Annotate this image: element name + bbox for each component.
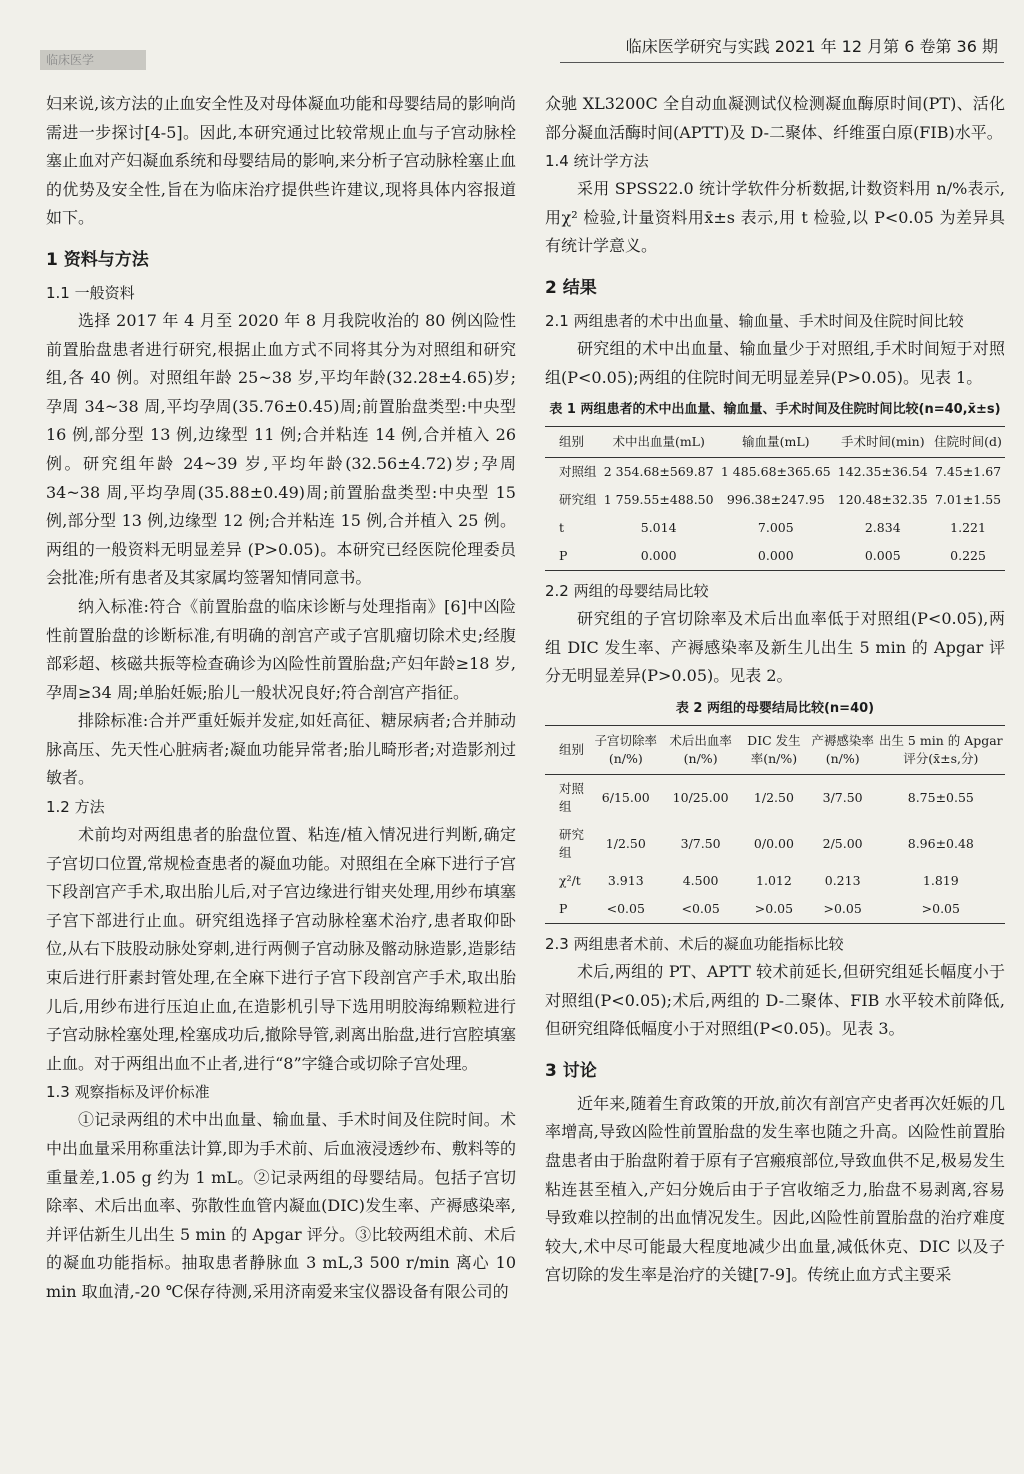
table-cell: 8.96±0.48: [907, 835, 974, 851]
table-cell: <0.05: [590, 895, 663, 924]
table-cell: 0.000: [600, 542, 717, 571]
table-cell: 4.500: [682, 872, 719, 888]
intro-paragraph: 妇来说,该方法的止血安全性及对母体凝血功能和母婴结局的影响尚需进一步探讨[4-5]。因此,本研究通过比较常规止血与子宫动脉栓塞止血对产妇凝血系统和母婴结局的影响,来分析子宫动脉栓塞止血的优势及安全性,旨在为临床治疗提供些许建议,现将具体内容报道如下。: [46, 94, 516, 228]
right-column: [545, 90, 1005, 1290]
general-data-paragraph: 选择 2017 年 4 月至 2020 年 8 月我院收治的 80 例凶险性前置胎盘患者进行研究,根据止血方式不同将其分为对照组和研究组,各 40 例。对照组年龄 25~38 岁,平均年龄(32.28±4.65)岁;孕周 34~38 周,平均孕周(35.76±0.45)周;前置胎盘类型:中央型 16 例,部分型 13 例,边缘型 11 例;合并粘连 14 例,合并植入 26 例。研究组年龄 24~39 岁,平均年龄(32.56±4.72)岁;孕周 34~38 周,平均孕周(35.88±0.49)周;前置胎盘类型:中央型 15 例,部分型 13 例,边缘型 12 例;合并粘连 15 例,合并植入 25 例。两组的一般资料无明显差异 (P>0.05)。本研究已经医院伦理委员会批准;所有患者及其家属均签署知情同意书。: [46, 310, 516, 588]
table-cell: 7.01±1.55: [934, 492, 1002, 508]
table-cell: 10/25.00: [672, 789, 729, 805]
table-cell: 3/7.50: [822, 789, 863, 805]
table-cell: 142.35±36.54: [837, 464, 928, 480]
subsection-heading-observation: 1.3 观察指标及评价标准: [46, 1083, 210, 1102]
table-cell: t: [559, 520, 565, 536]
table1-header-cell: 手术时间(min): [834, 427, 931, 458]
table-cell: 对照组: [559, 464, 597, 480]
table2: [545, 725, 1005, 924]
table-cell: 0.000: [717, 542, 834, 571]
table-row: [545, 774, 1005, 821]
table-cell: 研究组: [559, 492, 597, 508]
section-heading-discussion: 3 讨论: [545, 1060, 597, 1081]
discussion-paragraph: 近年来,随着生育政策的开放,前次有剖宫产史者再次妊娠的几率增高,导致凶险性前置胎盘的发生率也随之升高。凶险性前置胎盘患者由于胎盘附着于原有子宫瘢痕部位,导致血供不足,极易发生粘连甚至植入,产妇分娩后由于子宫收缩乏力,胎盘不易剥离,容易导致难以控制的出血情况发生。因此,凶险性前置胎盘的治疗难度较大,术中尽可能最大程度地减少出血量,减低休克、DIC 以及子宫切除的发生率是治疗的关键[7-9]。传统止血方式主要采: [545, 1093, 1005, 1285]
table-cell: >0.05: [877, 895, 1005, 924]
table-cell: 0/0.00: [753, 835, 794, 851]
table-row: [545, 542, 1005, 571]
table-cell: 0.225: [931, 542, 1005, 571]
table-cell: 2.834: [864, 520, 901, 536]
table-cell: 3/7.50: [680, 835, 721, 851]
results-2-2-paragraph: 研究组的子宫切除率及术后出血率低于对照组(P<0.05),两组 DIC 发生率、产褥感染率及新生儿出生 5 min 的 Apgar 评分无明显差异(P>0.05)。见表 2。: [545, 609, 1005, 686]
table-row: [545, 458, 1005, 487]
table-cell: 8.75±0.55: [907, 789, 974, 805]
table-cell: >0.05: [739, 895, 808, 924]
table2-header-cell: 术后出血率(n/%): [662, 725, 739, 774]
statistics-paragraph: 采用 SPSS22.0 统计学软件分析数据,计数资料用 n/%表示,用χ² 检验,计量资料用x̄±s 表示,用 t 检验,以 P<0.05 为差异具有统计学意义。: [545, 179, 1005, 256]
inclusion-criteria-paragraph: 纳入标准:符合《前置胎盘的临床诊断与处理指南》[6]中凶险性前置胎盘的诊断标准,有明确的剖宫产或子宫肌瘤切除术史;经腹部彩超、核磁共振等检查确诊为凶险性前置胎盘;产妇年龄≥18 岁,孕周≥34 周;单胎妊娠;胎儿一般状况良好;符合剖宫产指征。: [46, 596, 516, 702]
table-cell: 2 354.68±569.87: [603, 464, 714, 480]
table-cell: 7.005: [757, 520, 794, 536]
table-row: [545, 867, 1005, 895]
results-2-1-paragraph: 研究组的术中出血量、输血量少于对照组,手术时间短于对照组(P<0.05);两组的住院时间无明显差异(P>0.05)。见表 1。: [545, 338, 1005, 387]
table-row: [545, 514, 1005, 542]
table-cell: >0.05: [809, 895, 877, 924]
table-cell: 1.221: [950, 520, 986, 536]
table2-header-cell: DIC 发生率(n/%): [739, 725, 808, 774]
results-2-3-paragraph: 术后,两组的 PT、APTT 较术前延长,但研究组延长幅度小于对照组(P<0.05);术后,两组的 D-二聚体、FIB 水平较术前降低,但研究组降低幅度小于对照组(P<0.05)。见表 3。: [545, 961, 1005, 1039]
table2-header-cell: 出生 5 min 的 Apgar 评分(x̄±s,分): [877, 725, 1005, 774]
table1-header-cell: 住院时间(d): [931, 427, 1005, 458]
table1-header-cell: 输血量(mL): [717, 427, 834, 458]
method-paragraph: 术前均对两组患者的胎盘位置、粘连/植入情况进行判断,确定子宫切口位置,常规检查患者的凝血功能。对照组在全麻下进行子宫下段剖宫产手术,取出胎儿后,对子宫边缘进行钳夹处理,用纱布填塞子宫下部进行止血。研究组选择子宫动脉栓塞术治疗,患者取仰卧位,从右下肢股动脉处穿刺,进行两侧子宫动脉及髂动脉造影,造影结束后进行肝素封管处理,在全麻下进行子宫下段剖宫产手术,取出胎儿后,用纱布进行压迫止血,在造影机引导下选用明胶海绵颗粒进行子宫动脉栓塞处理,栓塞成功后,撤除导管,剥离出胎盘,进行宫腔填塞止血。对于两组出血不止者,进行“8”字缝合或切除子宫处理。: [46, 825, 516, 1073]
table-cell: χ²/t: [559, 872, 581, 888]
table-cell: 对照组: [559, 780, 585, 814]
table-cell: 1 759.55±488.50: [603, 492, 714, 508]
table-cell: 1/2.50: [753, 789, 794, 805]
exclusion-criteria-paragraph: 排除标准:合并严重妊娠并发症,如妊高征、糖尿病者;合并肺动脉高压、先天性心脏病者;凝血功能异常者;胎儿畸形者;对造影剂过敏者。: [46, 711, 516, 788]
subsection-heading-2-1: 2.1 两组患者的术中出血量、输血量、手术时间及住院时间比较: [545, 311, 964, 330]
header-rule: [560, 62, 1004, 63]
table2-header-cell: 子宫切除率(n/%): [590, 725, 663, 774]
section-heading-results: 2 结果: [545, 277, 597, 298]
table-cell: 1.819: [922, 872, 959, 888]
table-cell: 1.012: [756, 872, 792, 888]
table1-header-cell: 术中出血量(mL): [600, 427, 717, 458]
table-row: [545, 486, 1005, 514]
table-cell: 1 485.68±365.65: [720, 464, 831, 480]
section-heading-methods: 1 资料与方法: [46, 249, 149, 270]
table-cell: 996.38±247.95: [726, 492, 825, 508]
table1: [545, 426, 1005, 571]
subsection-heading-statistics: 1.4 统计学方法: [545, 152, 649, 171]
table2-caption: 表 2 两组的母婴结局比较(n=40): [675, 700, 875, 716]
table-cell: 5.014: [640, 520, 677, 536]
subsection-heading-general: 1.1 一般资料: [46, 283, 135, 302]
table-cell: 120.48±32.35: [837, 492, 928, 508]
table-cell: 6/15.00: [601, 789, 650, 805]
left-column: [46, 90, 516, 1307]
table-cell: 1/2.50: [605, 835, 646, 851]
subsection-heading-2-3: 2.3 两组患者术前、术后的凝血功能指标比较: [545, 934, 844, 953]
table2-header-cell: 组别: [545, 725, 590, 774]
table-cell: 7.45±1.67: [934, 464, 1002, 480]
table-row: [545, 895, 1005, 924]
observation-paragraph: ①记录两组的术中出血量、输血量、手术时间及住院时间。术中出血量采用称重法计算,即为手术前、后血液浸透纱布、敷料等的重量差,1.05 g 约为 1 mL。②记录两组的母婴结局。包括子宫切除率、术后出血率、弥散性血管内凝血(DIC)发生率、产褥感染率,并评估新生儿出生 5 min 的 Apgar 评分。③比较两组术前、术后的凝血功能指标。抽取患者静脉血 3 mL,3 500 r/min 离心 10 min 取血清,-20 ℃保存待测,采用济南爱来宝仪器设备有限公司的: [46, 1110, 516, 1301]
table2-header-cell: 产褥感染率(n/%): [809, 725, 877, 774]
subsection-heading-2-2: 2.2 两组的母婴结局比较: [545, 582, 709, 601]
table-cell: P: [545, 542, 600, 571]
section-tag: 临床医学: [40, 50, 146, 70]
table-cell: <0.05: [662, 895, 739, 924]
table-row: [545, 821, 1005, 867]
table1-header-cell: 组别: [545, 427, 600, 458]
table-cell: P: [545, 895, 590, 924]
subsection-heading-method: 1.2 方法: [46, 798, 105, 817]
continued-paragraph: 众驰 XL3200C 全自动血凝测试仪检测凝血酶原时间(PT)、活化部分凝血活酶时间(APTT)及 D-二聚体、纤维蛋白原(FIB)水平。: [545, 94, 1005, 142]
table-cell: 2/5.00: [822, 835, 863, 851]
table-cell: 0.005: [834, 542, 931, 571]
table1-caption: 表 1 两组患者的术中出血量、输血量、手术时间及住院时间比较(n=40,x̄±s): [549, 402, 1001, 418]
running-head: 临床医学研究与实践 2021 年 12 月第 6 卷第 36 期: [625, 37, 998, 56]
table-cell: 3.913: [607, 872, 644, 888]
table-cell: 研究组: [559, 826, 585, 860]
table-cell: 0.213: [824, 872, 861, 888]
